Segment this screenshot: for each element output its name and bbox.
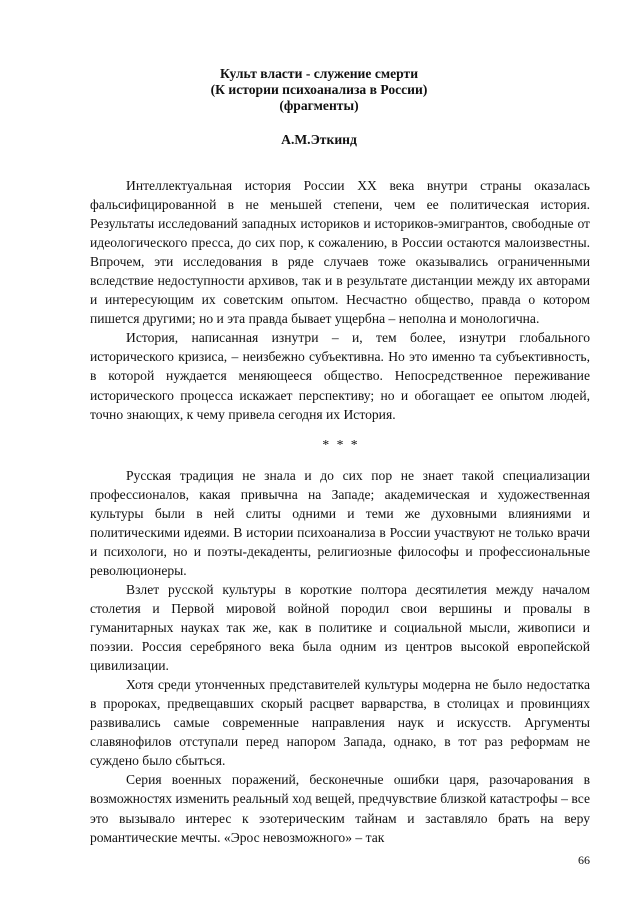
paragraph: Хотя среди утонченных представителей культуры модерна не было недостатка в пророках, предвещавших скорый расцвет варварства, в столицах и провинциях развивались самые современные направления наук и искусств. Аргументы славянофилов отступали перед напором Запада, однако, в тот раз реформам не суждено было сбыться. — [90, 677, 590, 769]
paragraph: Русская традиция не знала и до сих пор не знает такой специализации профессионалов, какая привычна на Западе; академическая и художественная культуры были в ней слиты одними и теми же духовными влияниями и политическими идеями. В истории психоанализа в России участвуют не только врачи и психологи, но и поэты-декаденты, религиозные философы и профессиональные революционеры. — [90, 467, 590, 578]
paragraph: Интеллектуальная история России XX века внутри страны оказалась фальсифицированной в не меньшей степени, чем ее политическая история. Результаты исследований западных историков и историков-эмигрантов, свободные от идеологического пресса, до сих пор, к сожалению, в России остаются малоизвестны. Впрочем, эти исследования в ряде случаев тоже оказывались ограниченными вследствие недоступности архивов, так и в результате дистанции между их авторами и интересующим их советским опытом. Несчастно общество, правда о котором пишется другими; но и эта правда бывает ущербна – неполна и монологична. — [90, 178, 590, 327]
article-header — [0, 66, 638, 148]
article-note: (фрагменты) — [279, 98, 359, 113]
article-body — [90, 176, 590, 847]
paragraph: Серия военных поражений, бесконечные ошибки царя, разочарования в возможностях изменить реальный ход вещей, предчувствие близкой катастрофы – все это вызывало интерес к эзотерическим тайнам и заставляло брать на веру романтические мечты. «Эрос невозможного» – так — [90, 772, 590, 845]
section-separator: * * * — [322, 436, 360, 452]
paragraph: История, написанная изнутри – и, тем более, изнутри глобального исторического кризиса, – неизбежно субъективна. Но это именно та субъективность, в которой нуждается меняющееся общество. Непосредственное переживание исторического процесса искажает перспективу; но и обогащает ее опытом людей, точно знающих, к чему привела сегодня их История. — [90, 330, 590, 422]
article-subtitle: (К истории психоанализа в России) — [210, 82, 428, 97]
article-author: А.М.Эткинд — [281, 132, 357, 147]
page-number: 66 — [578, 853, 590, 867]
paragraph: Взлет русской культуры в короткие полтора десятилетия между началом столетия и Первой мировой войной породил свои вершины и провалы в гуманитарных науках так же, как в политике и социальной мысли, живописи и поэзии. Россия серебряного века была одним из центров высокой европейской цивилизации. — [90, 581, 590, 674]
article-title: Культ власти - служение смерти — [219, 66, 419, 81]
